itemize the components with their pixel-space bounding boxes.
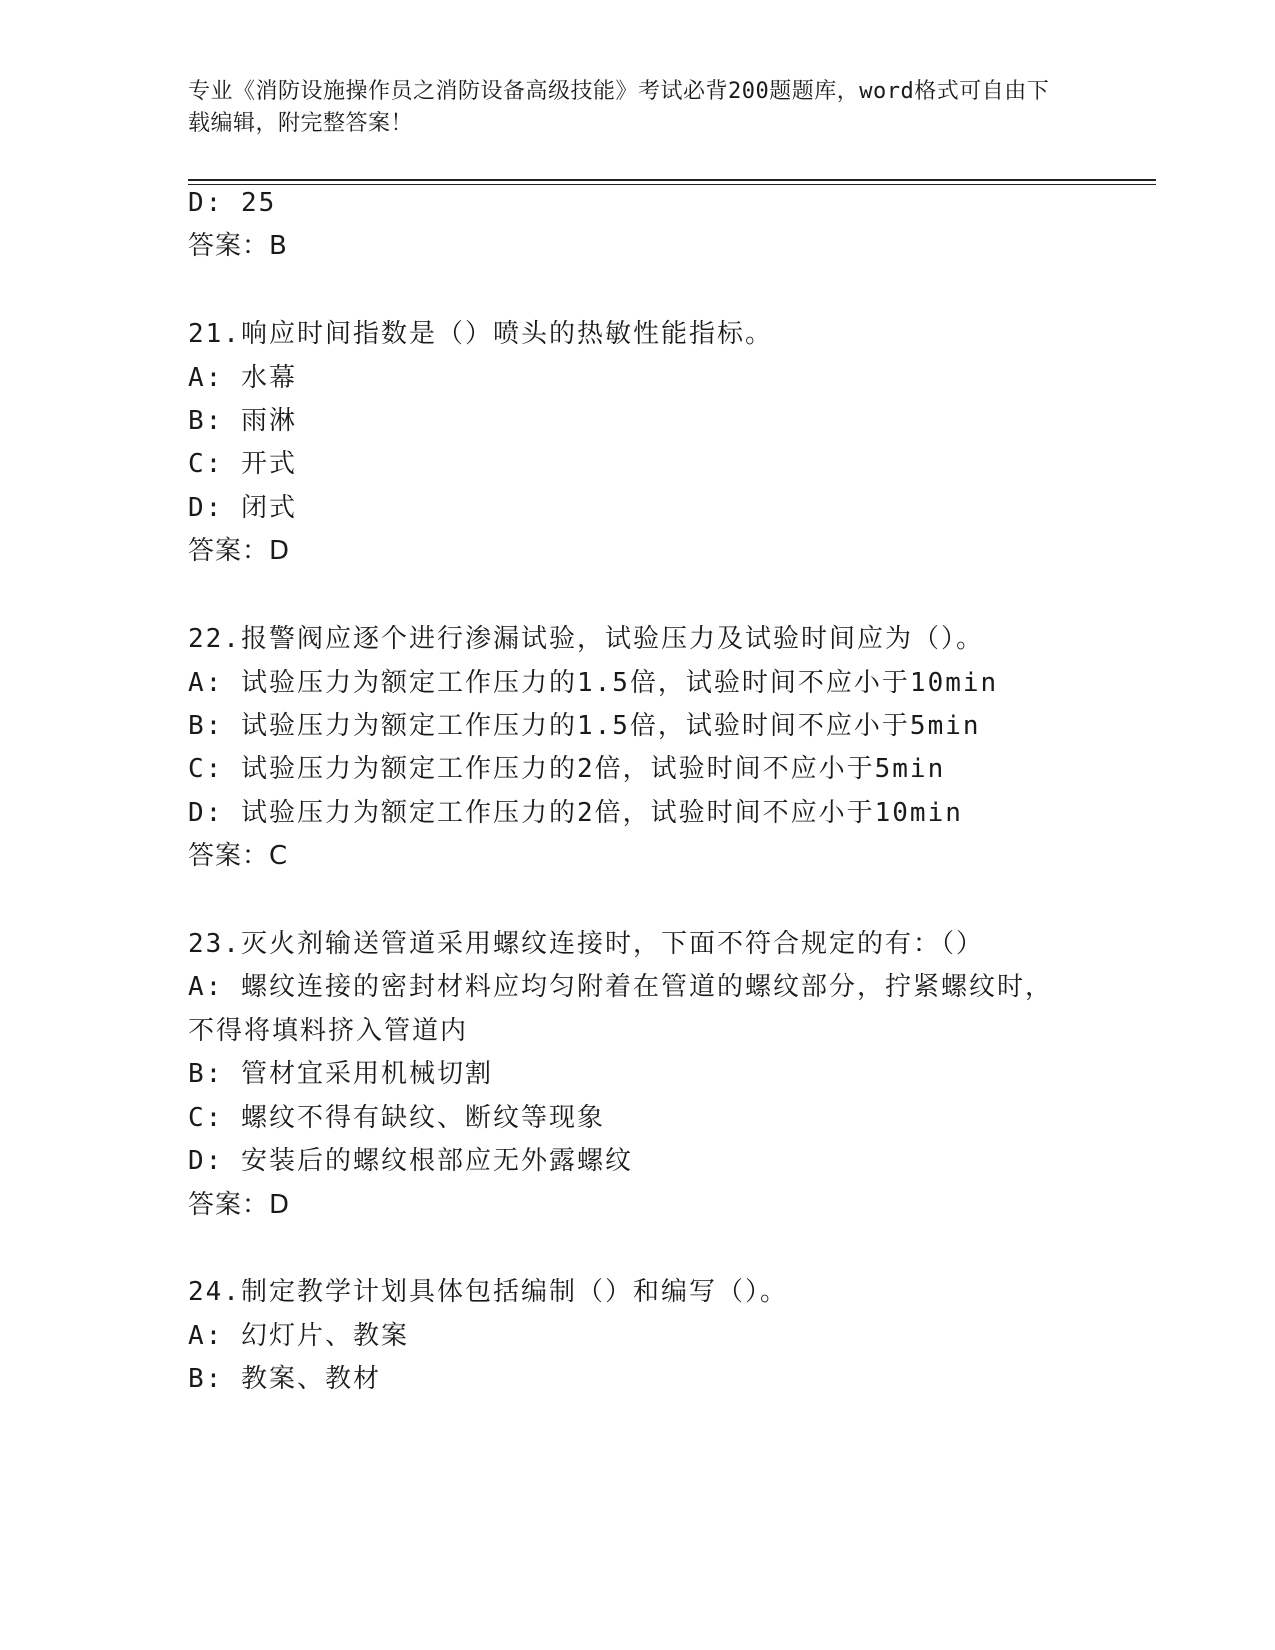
q24-option-a: A: 幻灯片、教案 <box>188 1321 409 1351</box>
q23-option-a-line2: 不得将填料挤入管道内 <box>188 1016 469 1046</box>
q22-option-d: D: 试验压力为额定工作压力的2倍，试验时间不应小于10min <box>188 798 963 828</box>
q22-option-a: A: 试验压力为额定工作压力的1.5倍，试验时间不应小于10min <box>188 668 999 698</box>
q23-option-d: D: 安装后的螺纹根部应无外露螺纹 <box>188 1146 633 1176</box>
q22-option-b: B: 试验压力为额定工作压力的1.5倍，试验时间不应小于5min <box>188 711 981 741</box>
q21-option-b: B: 雨淋 <box>188 406 297 436</box>
prev-answer: 答案：B <box>188 231 288 261</box>
q23-option-c: C: 螺纹不得有缺纹、断纹等现象 <box>188 1103 605 1133</box>
q22-answer: 答案：C <box>188 841 289 871</box>
q21-option-a: A: 水幕 <box>188 363 297 393</box>
q21-answer: 答案：D <box>188 536 291 566</box>
q21-option-c: C: 开式 <box>188 449 297 479</box>
prev-option-d: D: 25 <box>188 188 277 218</box>
q21-stem: 21.响应时间指数是（）喷头的热敏性能指标。 <box>188 319 773 349</box>
header-divider-thick <box>188 179 1156 181</box>
q22-option-c: C: 试验压力为额定工作压力的2倍，试验时间不应小于5min <box>188 754 946 784</box>
q24-stem: 24.制定教学计划具体包括编制（）和编写（）。 <box>188 1277 788 1307</box>
q24-option-b: B: 教案、教材 <box>188 1364 381 1394</box>
q23-option-b: B: 管材宜采用机械切割 <box>188 1059 493 1089</box>
header-divider-thin <box>188 184 1156 185</box>
q23-stem: 23.灭火剂输送管道采用螺纹连接时，下面不符合规定的有：（） <box>188 929 984 959</box>
q21-option-d: D: 闭式 <box>188 493 297 523</box>
q23-option-a-line1: A: 螺纹连接的密封材料应均匀附着在管道的螺纹部分，拧紧螺纹时， <box>188 972 1053 1002</box>
q23-answer: 答案：D <box>188 1190 291 1220</box>
q22-stem: 22.报警阀应逐个进行渗漏试验，试验压力及试验时间应为（）。 <box>188 624 984 654</box>
document-header: 专业《消防设施操作员之消防设备高级技能》考试必背200题题库，word格式可自由下载编辑，附完整答案！ <box>188 79 1050 136</box>
